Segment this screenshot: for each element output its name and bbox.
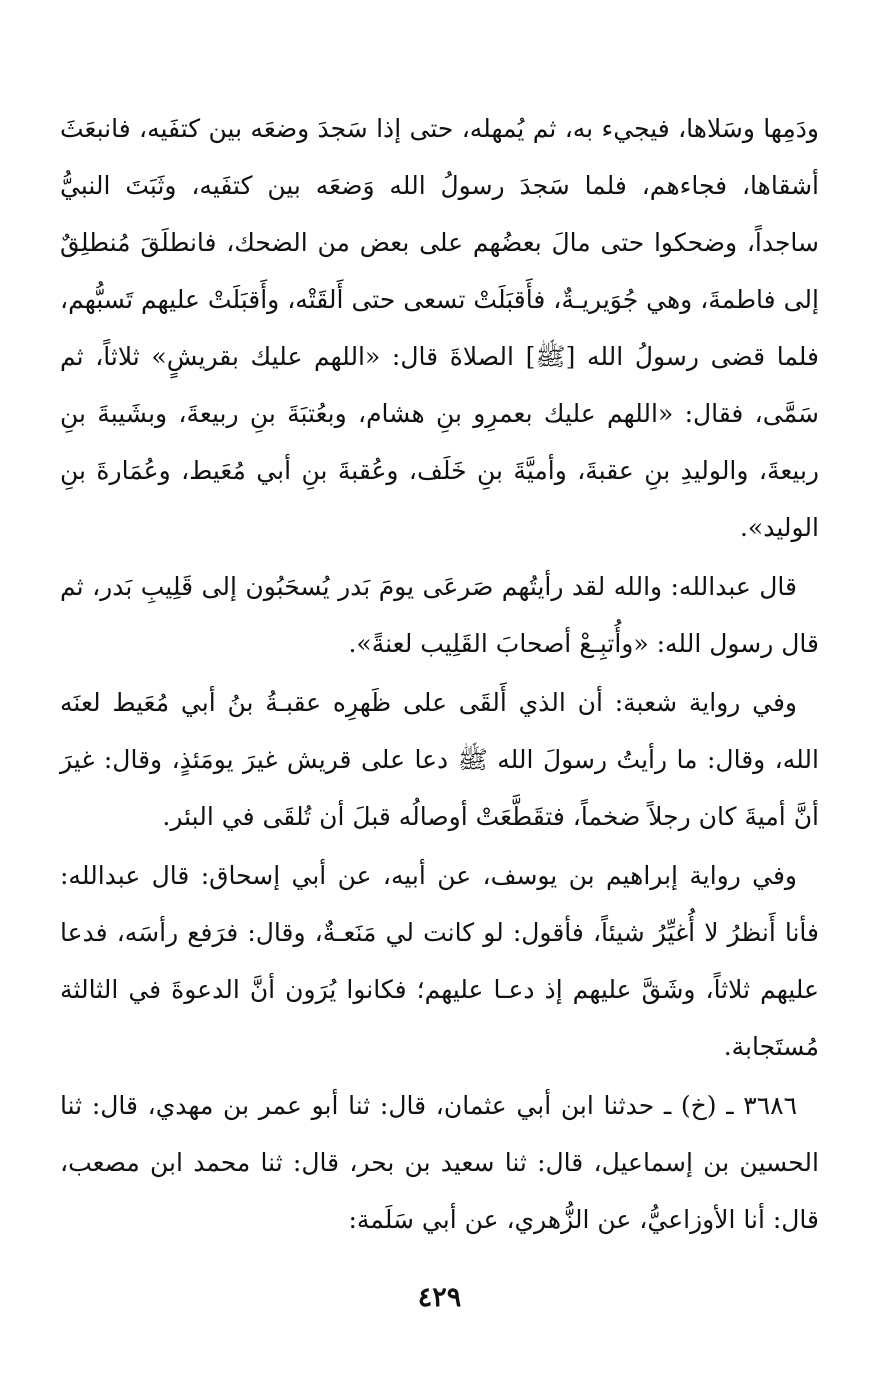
paragraph-2: قال عبدالله: والله لقد رأيتُهم صَرعَى يومَ بَدر يُسحَبُون إلى قَلِيبِ بَدر، ثم قال رسول الله: «وأُتبِـعْ أصحابَ القَلِيب لعنةً».: [60, 572, 819, 658]
page-number: ٤٢٩: [417, 1282, 462, 1313]
page-body: [60, 100, 819, 1248]
paragraph-4: وفي رواية إبراهيم بن يوسف، عن أبيه، عن أبي إسحاق: قال عبدالله: فأنا أَنظرُ لا أُغيِّرُ شيئاً، فأقول: لو كانت لي مَنَعـةٌ، وقال: فرَفع رأسَه، فدعا عليهم ثلاثاً، وشَقَّ عليهم إذ دعـا عليهم؛ فكانوا يُرَون أنَّ الدعوةَ في الثالثة مُستَجابة.: [60, 861, 819, 1061]
paragraph-5: ٣٦٨٦ ـ (خ) ـ حدثنا ابن أبي عثمان، قال: ثنا أبو عمر بن مهدي، قال: ثنا الحسين بن إسماعيل، قال: ثنا سعيد بن بحر، قال: ثنا محمد ابن مصعب، قال: أنا الأوزاعيُّ، عن الزُّهري، عن أبي سَلَمة:: [60, 1091, 819, 1234]
paragraph-1: ودَمِها وسَلاها، فيجيء به، ثم يُمهله، حتى إذا سَجدَ وضعَه بين كتفَيه، فانبعَثَ أشقاها، فجاءهم، فلما سَجدَ رسولُ الله وَضعَه بين كتفَيه، وثَبَتَ النبيُّ ساجداً، وضحكوا حتى مالَ بعضُهم على بعض من الضحك، فانطلَقَ مُنطلِقٌ إلى فاطمةَ، وهي جُوَيريـةٌ، فأَقبَلَتْ تسعى حتى أَلقَتْه، وأَقبَلَتْ عليهم تَسبُّهم، فلما قضى رسولُ الله [ﷺ] الصلاةَ قال: «اللهم عليك بقريشٍ» ثلاثاً، ثم سَمَّى، فقال: «اللهم عليك بعمرِو بنِ هشام، وبعُتبَةَ بنِ ربيعةَ، وبشَيبةَ بنِ ربيعةَ، والوليدِ بنِ عقبةَ، وأميَّةَ بنِ خَلَف، وعُقبةَ بنِ أبي مُعَيط، وعُمَارةَ بنِ الوليد».: [60, 114, 819, 542]
paragraph-3: وفي رواية شعبة: أن الذي أَلقَى على ظَهرِه عقبـةُ بنُ أبي مُعَيط لعنَه الله، وقال: ما رأيتُ رسولَ الله ﷺ دعا على قريش غيرَ يومَئذٍ، وقال: غيرَ أنَّ أميةَ كان رجلاً ضخماً، فتقَطَّعَتْ أوصالُه قبلَ أن تُلقَى في البئر.: [60, 688, 819, 831]
